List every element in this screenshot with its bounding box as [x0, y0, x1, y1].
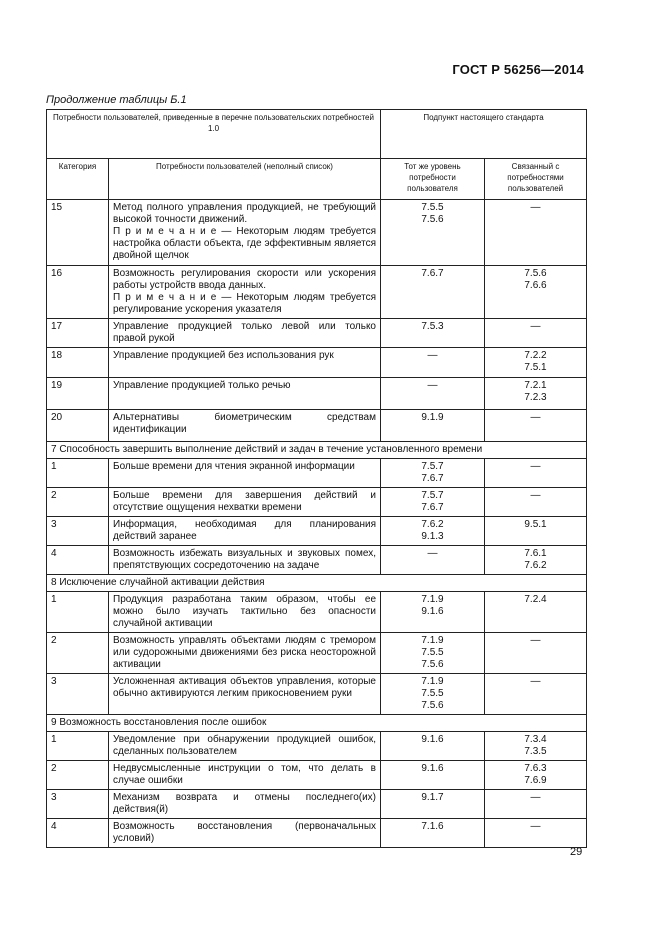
need-text: Альтернативы биометрическим средствам идентификации	[113, 412, 376, 435]
header-related: Связанный с потребностями пользователей	[485, 159, 587, 200]
clause-ref: 7.5.1	[524, 362, 547, 373]
clause-ref: 7.5.5	[421, 647, 444, 658]
same-level-cell	[381, 732, 485, 761]
clause-ref: 7.5.6	[524, 268, 547, 279]
clause-ref: 7.6.3	[524, 763, 547, 774]
category-cell: 17	[47, 319, 109, 348]
standard-id: ГОСТ Р 56256—2014	[452, 62, 584, 77]
table-row	[47, 488, 587, 517]
same-level-cell	[381, 459, 485, 488]
need-cell	[109, 517, 381, 546]
header-same-level: Тот же уровень потребности пользователя	[381, 159, 485, 200]
need-cell	[109, 592, 381, 633]
clause-ref: —	[530, 461, 541, 472]
clause-ref: 7.3.4	[524, 734, 547, 745]
table-row	[47, 410, 587, 442]
need-text: Возможность избежать визуальных и звуковых помех, препятствующих сосредоточению на задаче	[113, 548, 376, 571]
same-level-cell	[381, 633, 485, 674]
clause-ref: 9.1.6	[421, 763, 444, 774]
clause-ref: 7.5.3	[421, 321, 444, 332]
requirements-table	[46, 109, 587, 848]
clause-ref: 9.1.6	[421, 606, 444, 617]
clause-ref: —	[530, 635, 541, 646]
table-row	[47, 819, 587, 848]
clause-ref: —	[427, 380, 438, 391]
same-level-cell	[381, 517, 485, 546]
same-level-cell	[381, 674, 485, 715]
clause-ref: 7.5.5	[421, 202, 444, 213]
clause-ref: 7.2.2	[524, 350, 547, 361]
need-text: Больше времени для чтения экранной информации	[113, 461, 355, 472]
clause-ref: 7.1.9	[421, 635, 444, 646]
section-row	[47, 715, 587, 732]
clause-ref: 9.1.3	[421, 531, 444, 542]
clause-ref: 7.6.2	[524, 560, 547, 571]
related-cell	[485, 348, 587, 378]
need-cell	[109, 459, 381, 488]
same-level-cell	[381, 488, 485, 517]
table-row	[47, 790, 587, 819]
same-level-cell	[381, 761, 485, 790]
category-cell: 19	[47, 378, 109, 410]
table-row	[47, 200, 587, 266]
need-cell	[109, 378, 381, 410]
header-clause-group: Подпункт настоящего стандарта	[381, 110, 587, 159]
same-level-cell	[381, 378, 485, 410]
clause-ref: 7.6.1	[524, 548, 547, 559]
need-cell	[109, 348, 381, 378]
related-cell	[485, 378, 587, 410]
table-row	[47, 732, 587, 761]
same-level-cell	[381, 790, 485, 819]
clause-ref: 9.1.7	[421, 792, 444, 803]
header-needs-group: Потребности пользователей, приведенные в перечне пользовательских потребностей 1.0	[47, 110, 381, 159]
category-cell: 15	[47, 200, 109, 266]
note-text	[113, 292, 376, 316]
clause-ref: —	[530, 676, 541, 687]
related-cell	[485, 517, 587, 546]
related-cell	[485, 633, 587, 674]
clause-ref: 7.6.6	[524, 280, 547, 291]
table-row	[47, 266, 587, 319]
category-cell: 3	[47, 517, 109, 546]
need-cell	[109, 200, 381, 266]
need-cell	[109, 819, 381, 848]
clause-ref: 7.2.4	[524, 594, 547, 605]
table-row	[47, 592, 587, 633]
same-level-cell	[381, 266, 485, 319]
category-cell: 2	[47, 761, 109, 790]
clause-ref: —	[530, 202, 541, 213]
need-text: Управление продукцией только речью	[113, 380, 291, 391]
section-row	[47, 575, 587, 592]
need-cell	[109, 410, 381, 442]
need-cell	[109, 674, 381, 715]
clause-ref: 7.1.9	[421, 594, 444, 605]
need-text: Продукция разработана таким образом, чтобы ее можно было изучать тактильно без опасности случайной активации	[113, 594, 376, 629]
table-row	[47, 517, 587, 546]
need-text: Управление продукцией только левой или только правой рукой	[113, 321, 376, 344]
clause-ref: —	[530, 490, 541, 501]
related-cell	[485, 266, 587, 319]
clause-ref: 7.5.6	[421, 214, 444, 225]
related-cell	[485, 459, 587, 488]
same-level-cell	[381, 319, 485, 348]
same-level-cell	[381, 410, 485, 442]
need-text: Усложненная активация объектов управления, которые обычно активируются легким прикосновением руки	[113, 676, 376, 699]
related-cell	[485, 410, 587, 442]
section-title: 8 Исключение случайной активации действия	[47, 575, 587, 592]
related-cell	[485, 790, 587, 819]
related-cell	[485, 592, 587, 633]
category-cell: 3	[47, 674, 109, 715]
need-text: Информация, необходимая для планирования действий заранее	[113, 519, 376, 542]
clause-ref: 7.1.6	[421, 821, 444, 832]
clause-ref: 7.5.5	[421, 688, 444, 699]
clause-ref: —	[427, 350, 438, 361]
clause-ref: 9.5.1	[524, 519, 547, 530]
clause-ref: —	[427, 548, 438, 559]
need-cell	[109, 761, 381, 790]
table-row	[47, 319, 587, 348]
category-cell: 4	[47, 546, 109, 575]
category-cell: 2	[47, 488, 109, 517]
same-level-cell	[381, 819, 485, 848]
related-cell	[485, 546, 587, 575]
clause-ref: 7.3.5	[524, 746, 547, 757]
clause-ref: 7.6.7	[421, 473, 444, 484]
need-text: Метод полного управления продукцией, не требующий высокой точности движений.	[113, 202, 376, 225]
clause-ref: 7.5.6	[421, 659, 444, 670]
need-text: Больше времени для завершения действий и отсутствие ощущения нехватки времени	[113, 490, 376, 513]
clause-ref: 7.5.6	[421, 700, 444, 711]
section-title: 7 Способность завершить выполнение действий и задач в течение установленного времени	[47, 442, 587, 459]
same-level-cell	[381, 200, 485, 266]
table-row	[47, 761, 587, 790]
table-row	[47, 459, 587, 488]
need-text: Механизм возврата и отмены последнего(их) действия(й)	[113, 792, 376, 815]
related-cell	[485, 819, 587, 848]
category-cell: 1	[47, 459, 109, 488]
clause-ref: 9.1.9	[421, 412, 444, 423]
clause-ref: —	[530, 821, 541, 832]
note-body: — Некоторым людям требуется регулирование ускорения указателя	[113, 292, 377, 315]
note-prefix: П р и м е ч а н и е	[113, 226, 217, 237]
header-category: Категория	[47, 159, 109, 200]
category-cell: 1	[47, 732, 109, 761]
related-cell	[485, 674, 587, 715]
category-cell: 3	[47, 790, 109, 819]
need-text: Управление продукцией без использования рук	[113, 350, 334, 361]
need-cell	[109, 790, 381, 819]
clause-ref: —	[530, 792, 541, 803]
section-row	[47, 442, 587, 459]
note-body: — Некоторым людям требуется настройка области объекта, где эффективным является двойной щелчок	[113, 226, 377, 261]
related-cell	[485, 761, 587, 790]
clause-ref: —	[530, 321, 541, 332]
clause-ref: 9.1.6	[421, 734, 444, 745]
related-cell	[485, 488, 587, 517]
clause-ref: 7.6.7	[421, 268, 444, 279]
clause-ref: 7.2.3	[524, 392, 547, 403]
need-text: Уведомление при обнаружении продукцией ошибок, сделанных пользователем	[113, 734, 376, 757]
category-cell: 16	[47, 266, 109, 319]
page-number: 29	[570, 846, 583, 858]
related-cell	[485, 319, 587, 348]
table-caption: Продолжение таблицы Б.1	[46, 94, 187, 106]
same-level-cell	[381, 348, 485, 378]
header-needs: Потребности пользователей (неполный список)	[109, 159, 381, 200]
need-cell	[109, 732, 381, 761]
table-row	[47, 546, 587, 575]
table-row	[47, 378, 587, 410]
same-level-cell	[381, 546, 485, 575]
clause-ref: 7.2.1	[524, 380, 547, 391]
need-cell	[109, 488, 381, 517]
related-cell	[485, 200, 587, 266]
clause-ref: 7.5.7	[421, 461, 444, 472]
category-cell: 18	[47, 348, 109, 378]
clause-ref: —	[530, 412, 541, 423]
table-row	[47, 674, 587, 715]
table-row	[47, 348, 587, 378]
note-prefix: П р и м е ч а н и е	[113, 292, 217, 303]
clause-ref: 7.6.9	[524, 775, 547, 786]
category-cell: 4	[47, 819, 109, 848]
note-text	[113, 226, 376, 262]
table-row	[47, 633, 587, 674]
need-cell	[109, 319, 381, 348]
category-cell: 2	[47, 633, 109, 674]
need-text: Возможность управлять объектами людям с тремором или судорожными движениями без риска неосторожной активации	[113, 635, 376, 670]
need-text: Возможность восстановления (первоначальных условий)	[113, 821, 376, 844]
need-cell	[109, 546, 381, 575]
category-cell: 1	[47, 592, 109, 633]
clause-ref: 7.5.7	[421, 490, 444, 501]
section-title: 9 Возможность восстановления после ошибок	[47, 715, 587, 732]
same-level-cell	[381, 592, 485, 633]
category-cell: 20	[47, 410, 109, 442]
clause-ref: 7.6.2	[421, 519, 444, 530]
need-cell	[109, 266, 381, 319]
table-body	[47, 200, 587, 848]
need-cell	[109, 633, 381, 674]
need-text: Недвусмысленные инструкции о том, что делать в случае ошибки	[113, 763, 376, 786]
clause-ref: 7.1.9	[421, 676, 444, 687]
clause-ref: 7.6.7	[421, 502, 444, 513]
related-cell	[485, 732, 587, 761]
need-text: Возможность регулирования скорости или ускорения работы устройств ввода данных.	[113, 268, 376, 291]
